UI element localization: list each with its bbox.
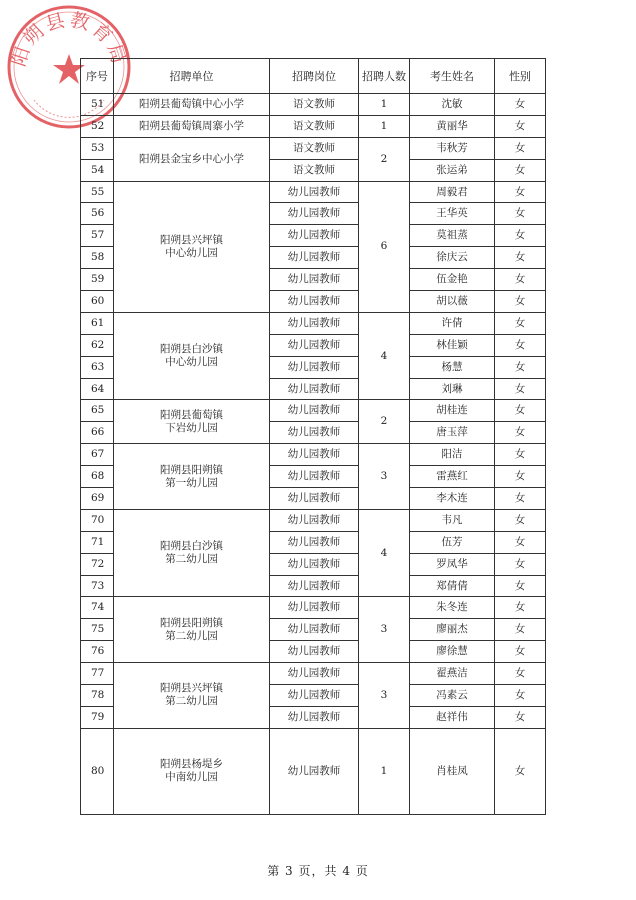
cell-gender: 女 bbox=[495, 466, 546, 488]
cell-seq: 66 bbox=[81, 422, 114, 444]
cell-name: 周毅君 bbox=[410, 181, 495, 203]
cell-post: 幼儿园教师 bbox=[270, 706, 359, 728]
cell-name: 许倩 bbox=[410, 312, 495, 334]
unit-line: 阳朔县金宝乡中心小学 bbox=[139, 152, 244, 165]
cell-post: 幼儿园教师 bbox=[270, 509, 359, 531]
cell-seq: 59 bbox=[81, 269, 114, 291]
cell-post: 语文教师 bbox=[270, 137, 359, 159]
cell-gender: 女 bbox=[495, 115, 546, 137]
cell-post: 幼儿园教师 bbox=[270, 203, 359, 225]
unit-line: 阳朔县阳朔镇 bbox=[160, 616, 223, 629]
cell-count: 1 bbox=[359, 115, 410, 137]
cell-name: 胡以薇 bbox=[410, 291, 495, 313]
table-row bbox=[81, 312, 546, 334]
cell-unit bbox=[114, 509, 270, 597]
cell-name: 沈敏 bbox=[410, 94, 495, 116]
cell-seq: 52 bbox=[81, 115, 114, 137]
cell-post: 语文教师 bbox=[270, 159, 359, 181]
cell-count: 1 bbox=[359, 728, 410, 814]
cell-gender: 女 bbox=[495, 312, 546, 334]
cell-post: 幼儿园教师 bbox=[270, 531, 359, 553]
header-gender: 性别 bbox=[495, 59, 546, 94]
cell-seq: 76 bbox=[81, 641, 114, 663]
cell-seq: 77 bbox=[81, 663, 114, 685]
table-body bbox=[81, 94, 546, 815]
cell-gender: 女 bbox=[495, 181, 546, 203]
cell-gender: 女 bbox=[495, 94, 546, 116]
unit-line: 阳朔县兴坪镇 bbox=[160, 233, 223, 246]
cell-name: 伍金艳 bbox=[410, 269, 495, 291]
cell-post: 幼儿园教师 bbox=[270, 356, 359, 378]
cell-gender: 女 bbox=[495, 531, 546, 553]
header-count: 招聘人数 bbox=[359, 59, 410, 94]
cell-count: 4 bbox=[359, 312, 410, 400]
table-row bbox=[81, 444, 546, 466]
cell-seq: 51 bbox=[81, 94, 114, 116]
cell-unit bbox=[114, 181, 270, 312]
cell-seq: 64 bbox=[81, 378, 114, 400]
cell-unit bbox=[114, 94, 270, 116]
cell-name: 韦凡 bbox=[410, 509, 495, 531]
cell-post: 语文教师 bbox=[270, 94, 359, 116]
cell-name: 胡桂连 bbox=[410, 400, 495, 422]
cell-seq: 55 bbox=[81, 181, 114, 203]
cell-gender: 女 bbox=[495, 509, 546, 531]
cell-gender: 女 bbox=[495, 728, 546, 814]
cell-gender: 女 bbox=[495, 597, 546, 619]
cell-gender: 女 bbox=[495, 356, 546, 378]
cell-gender: 女 bbox=[495, 422, 546, 444]
cell-post: 幼儿园教师 bbox=[270, 553, 359, 575]
cell-seq: 60 bbox=[81, 291, 114, 313]
cell-gender: 女 bbox=[495, 137, 546, 159]
cell-count: 2 bbox=[359, 400, 410, 444]
cell-gender: 女 bbox=[495, 706, 546, 728]
cell-name: 罗凤华 bbox=[410, 553, 495, 575]
cell-post: 幼儿园教师 bbox=[270, 378, 359, 400]
cell-name: 翟燕洁 bbox=[410, 663, 495, 685]
cell-post: 幼儿园教师 bbox=[270, 334, 359, 356]
cell-post: 幼儿园教师 bbox=[270, 225, 359, 247]
cell-name: 朱冬连 bbox=[410, 597, 495, 619]
cell-name: 林佳颖 bbox=[410, 334, 495, 356]
cell-count: 3 bbox=[359, 663, 410, 729]
cell-count: 6 bbox=[359, 181, 410, 312]
cell-seq: 70 bbox=[81, 509, 114, 531]
cell-gender: 女 bbox=[495, 663, 546, 685]
cell-gender: 女 bbox=[495, 575, 546, 597]
cell-gender: 女 bbox=[495, 444, 546, 466]
cell-unit bbox=[114, 400, 270, 444]
cell-post: 语文教师 bbox=[270, 115, 359, 137]
cell-post: 幼儿园教师 bbox=[270, 619, 359, 641]
cell-name: 徐庆云 bbox=[410, 247, 495, 269]
cell-seq: 78 bbox=[81, 685, 114, 707]
unit-line: 阳朔县白沙镇 bbox=[160, 343, 223, 356]
table-row bbox=[81, 597, 546, 619]
unit-line: 阳朔县杨堤乡 bbox=[160, 758, 223, 771]
cell-post: 幼儿园教师 bbox=[270, 488, 359, 510]
cell-unit bbox=[114, 312, 270, 400]
cell-name: 阳洁 bbox=[410, 444, 495, 466]
cell-seq: 80 bbox=[81, 728, 114, 814]
cell-seq: 71 bbox=[81, 531, 114, 553]
cell-gender: 女 bbox=[495, 269, 546, 291]
cell-count: 2 bbox=[359, 137, 410, 181]
unit-line: 中南幼儿园 bbox=[165, 771, 218, 784]
table-row bbox=[81, 115, 546, 137]
table-row bbox=[81, 663, 546, 685]
cell-post: 幼儿园教师 bbox=[270, 663, 359, 685]
unit-line: 第一幼儿园 bbox=[165, 476, 218, 489]
cell-count: 3 bbox=[359, 444, 410, 510]
cell-gender: 女 bbox=[495, 247, 546, 269]
cell-gender: 女 bbox=[495, 159, 546, 181]
header-name: 考生姓名 bbox=[410, 59, 495, 94]
cell-unit bbox=[114, 728, 270, 814]
cell-seq: 68 bbox=[81, 466, 114, 488]
unit-line: 中心幼儿园 bbox=[165, 246, 218, 259]
cell-name: 肖桂凤 bbox=[410, 728, 495, 814]
table-row bbox=[81, 94, 546, 116]
header-post: 招聘岗位 bbox=[270, 59, 359, 94]
cell-post: 幼儿园教师 bbox=[270, 641, 359, 663]
cell-seq: 57 bbox=[81, 225, 114, 247]
cell-unit bbox=[114, 115, 270, 137]
header-unit: 招聘单位 bbox=[114, 59, 270, 94]
cell-seq: 62 bbox=[81, 334, 114, 356]
cell-post: 幼儿园教师 bbox=[270, 685, 359, 707]
cell-post: 幼儿园教师 bbox=[270, 400, 359, 422]
table-header-row bbox=[81, 59, 546, 94]
cell-post: 幼儿园教师 bbox=[270, 575, 359, 597]
cell-seq: 72 bbox=[81, 553, 114, 575]
cell-gender: 女 bbox=[495, 334, 546, 356]
cell-name: 韦秋芳 bbox=[410, 137, 495, 159]
cell-name: 刘琳 bbox=[410, 378, 495, 400]
cell-gender: 女 bbox=[495, 378, 546, 400]
cell-gender: 女 bbox=[495, 400, 546, 422]
unit-line: 阳朔县白沙镇 bbox=[160, 540, 223, 553]
cell-name: 伍芳 bbox=[410, 531, 495, 553]
cell-seq: 54 bbox=[81, 159, 114, 181]
unit-line: 阳朔县葡萄镇中心小学 bbox=[139, 97, 244, 110]
cell-name: 廖徐慧 bbox=[410, 641, 495, 663]
svg-text:阳朔县教育局: 阳朔县教育局 bbox=[7, 8, 131, 70]
cell-post: 幼儿园教师 bbox=[270, 312, 359, 334]
cell-gender: 女 bbox=[495, 488, 546, 510]
cell-count: 4 bbox=[359, 509, 410, 597]
cell-gender: 女 bbox=[495, 619, 546, 641]
cell-gender: 女 bbox=[495, 641, 546, 663]
unit-line: 中心幼儿园 bbox=[165, 356, 218, 369]
cell-name: 唐玉萍 bbox=[410, 422, 495, 444]
cell-post: 幼儿园教师 bbox=[270, 444, 359, 466]
table-row bbox=[81, 400, 546, 422]
cell-gender: 女 bbox=[495, 685, 546, 707]
cell-name: 杨慧 bbox=[410, 356, 495, 378]
cell-count: 3 bbox=[359, 597, 410, 663]
cell-seq: 74 bbox=[81, 597, 114, 619]
cell-seq: 69 bbox=[81, 488, 114, 510]
cell-gender: 女 bbox=[495, 225, 546, 247]
unit-line: 阳朔县阳朔镇 bbox=[160, 463, 223, 476]
table-row bbox=[81, 181, 546, 203]
cell-name: 赵祥伟 bbox=[410, 706, 495, 728]
cell-name: 王华英 bbox=[410, 203, 495, 225]
cell-seq: 61 bbox=[81, 312, 114, 334]
cell-post: 幼儿园教师 bbox=[270, 422, 359, 444]
table-row bbox=[81, 137, 546, 159]
unit-line: 阳朔县葡萄镇 bbox=[160, 408, 223, 421]
header-seq: 序号 bbox=[81, 59, 114, 94]
cell-unit bbox=[114, 663, 270, 729]
unit-line: 阳朔县葡萄镇周寨小学 bbox=[139, 119, 244, 132]
cell-post: 幼儿园教师 bbox=[270, 728, 359, 814]
cell-unit bbox=[114, 597, 270, 663]
unit-line: 第二幼儿园 bbox=[165, 553, 218, 566]
cell-seq: 73 bbox=[81, 575, 114, 597]
cell-post: 幼儿园教师 bbox=[270, 269, 359, 291]
cell-post: 幼儿园教师 bbox=[270, 291, 359, 313]
cell-name: 李木连 bbox=[410, 488, 495, 510]
table-row bbox=[81, 509, 546, 531]
cell-post: 幼儿园教师 bbox=[270, 247, 359, 269]
page-footer: 第 3 页，共 4 页 bbox=[267, 864, 369, 878]
recruitment-table bbox=[80, 58, 546, 815]
cell-name: 郑倩倩 bbox=[410, 575, 495, 597]
cell-seq: 63 bbox=[81, 356, 114, 378]
cell-name: 黄丽华 bbox=[410, 115, 495, 137]
cell-name: 廖丽杰 bbox=[410, 619, 495, 641]
cell-gender: 女 bbox=[495, 203, 546, 225]
cell-unit bbox=[114, 137, 270, 181]
cell-post: 幼儿园教师 bbox=[270, 181, 359, 203]
cell-name: 莫祖蒸 bbox=[410, 225, 495, 247]
cell-seq: 67 bbox=[81, 444, 114, 466]
unit-line: 下岩幼儿园 bbox=[165, 421, 218, 434]
cell-seq: 53 bbox=[81, 137, 114, 159]
cell-seq: 79 bbox=[81, 706, 114, 728]
cell-gender: 女 bbox=[495, 553, 546, 575]
cell-post: 幼儿园教师 bbox=[270, 466, 359, 488]
cell-gender: 女 bbox=[495, 291, 546, 313]
table-row bbox=[81, 728, 546, 814]
cell-name: 张运弟 bbox=[410, 159, 495, 181]
cell-post: 幼儿园教师 bbox=[270, 597, 359, 619]
cell-count: 1 bbox=[359, 94, 410, 116]
cell-seq: 75 bbox=[81, 619, 114, 641]
cell-name: 冯素云 bbox=[410, 685, 495, 707]
cell-name: 雷燕红 bbox=[410, 466, 495, 488]
unit-line: 第二幼儿园 bbox=[165, 629, 218, 642]
unit-line: 第二幼儿园 bbox=[165, 695, 218, 708]
cell-seq: 56 bbox=[81, 203, 114, 225]
cell-unit bbox=[114, 444, 270, 510]
cell-seq: 58 bbox=[81, 247, 114, 269]
cell-seq: 65 bbox=[81, 400, 114, 422]
unit-line: 阳朔县兴坪镇 bbox=[160, 682, 223, 695]
